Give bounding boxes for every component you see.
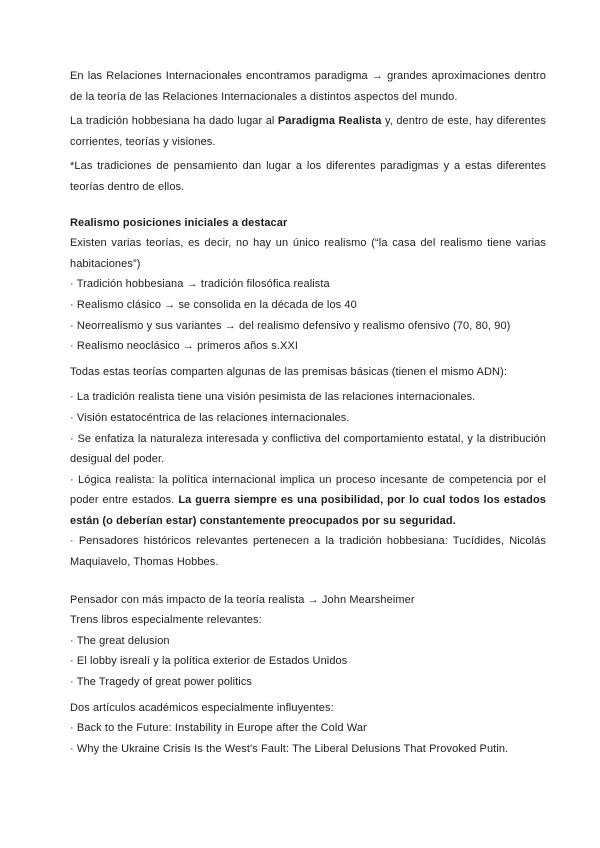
books-intro-paragraph: Trens libros especialmente relevantes:: [70, 614, 262, 627]
premisas-intro-paragraph: Todas estas teorías comparten algunas de las premisas básicas (tienen el mismo ADN):: [70, 365, 507, 378]
guerra-posibilidad-bold: La guerra siempre es una posibilidad, por lo cual todos los estados están (o deberían estar) constantemente preocupados por su seguridad.: [70, 494, 546, 527]
article-bullet-2: · Why the Ukraine Crisis Is the West's Fault: The Liberal Delusions That Provoked Putin.: [70, 742, 509, 755]
premisa-bullet-4-pre: · Lógica realista: la política internacional implica un proceso incesante de competencia por el poder entre estados.: [70, 473, 546, 507]
premisa-bullet-2: · Visión estatocéntrica de las relaciones internacionales.: [70, 411, 350, 424]
premisa-bullet-5: · Pensadores históricos relevantes pertenecen a la tradición hobbesiana: Tucídides, Nicolás Maquiavelo, Thomas Hobbes.: [70, 535, 546, 569]
articles-intro-paragraph: Dos artículos académicos especialmente influyentes:: [70, 701, 334, 714]
book-bullet-1: · The great delusion: [70, 634, 170, 647]
premisa-bullet-1: · La tradición realista tiene una visión pesimista de las relaciones internacionales.: [70, 391, 476, 404]
mearsheimer-paragraph: Pensador con más impacto de la teoría realista → John Mearsheimer: [70, 593, 415, 606]
book-bullet-3: · The Tragedy of great power politics: [70, 676, 253, 689]
realismo-bullet-2: · Realismo clásico → se consolida en la década de los 40: [70, 298, 357, 311]
intro-paragraph-1: En las Relaciones Internacionales encontramos paradigma → grandes aproximaciones dentro de la teoría de las Relaciones Internacionales a distintos aspectos del mundo.: [70, 70, 546, 103]
intro-paragraph-2-post: y, dentro de este, hay diferentes corrientes, teorías y visiones.: [70, 115, 546, 148]
document-content: [70, 66, 546, 759]
premisa-bullet-3: · Se enfatiza la naturaleza interesada y conflictiva del comportamiento estatal, y la distribución desigual del poder.: [70, 432, 546, 466]
book-bullet-2: · El lobby isrealí y la política exterior de Estados Unidos: [70, 655, 348, 668]
article-bullet-1: · Back to the Future: Instability in Europe after the Cold War: [70, 722, 367, 735]
intro-paragraph-2: [70, 111, 546, 152]
premisa-bullet-4: [70, 470, 546, 532]
realismo-bullet-3: · Neorrealismo y sus variantes → del realismo defensivo y realismo ofensivo (70, 80, 90): [70, 319, 511, 332]
realismo-bullet-4: · Realismo neoclásico → primeros años s.XXI: [70, 340, 299, 353]
intro-paragraph-2-pre: La tradición hobbesiana ha dado lugar al: [70, 115, 278, 128]
paradigma-realista-bold: Paradigma Realista: [277, 115, 382, 128]
realismo-intro-paragraph: Existen varias teorías, es decir, no hay un único realismo (“la casa del realismo tiene varias habitaciones”): [70, 237, 546, 270]
intro-paragraph-3: *Las tradiciones de pensamiento dan lugar a los diferentes paradigmas y a estas diferentes teorías dentro de ellos.: [70, 160, 546, 193]
realismo-heading: Realismo posiciones iniciales a destacar: [70, 216, 288, 229]
realismo-bullet-1: · Tradición hobbesiana → tradición filosófica realista: [70, 278, 330, 291]
